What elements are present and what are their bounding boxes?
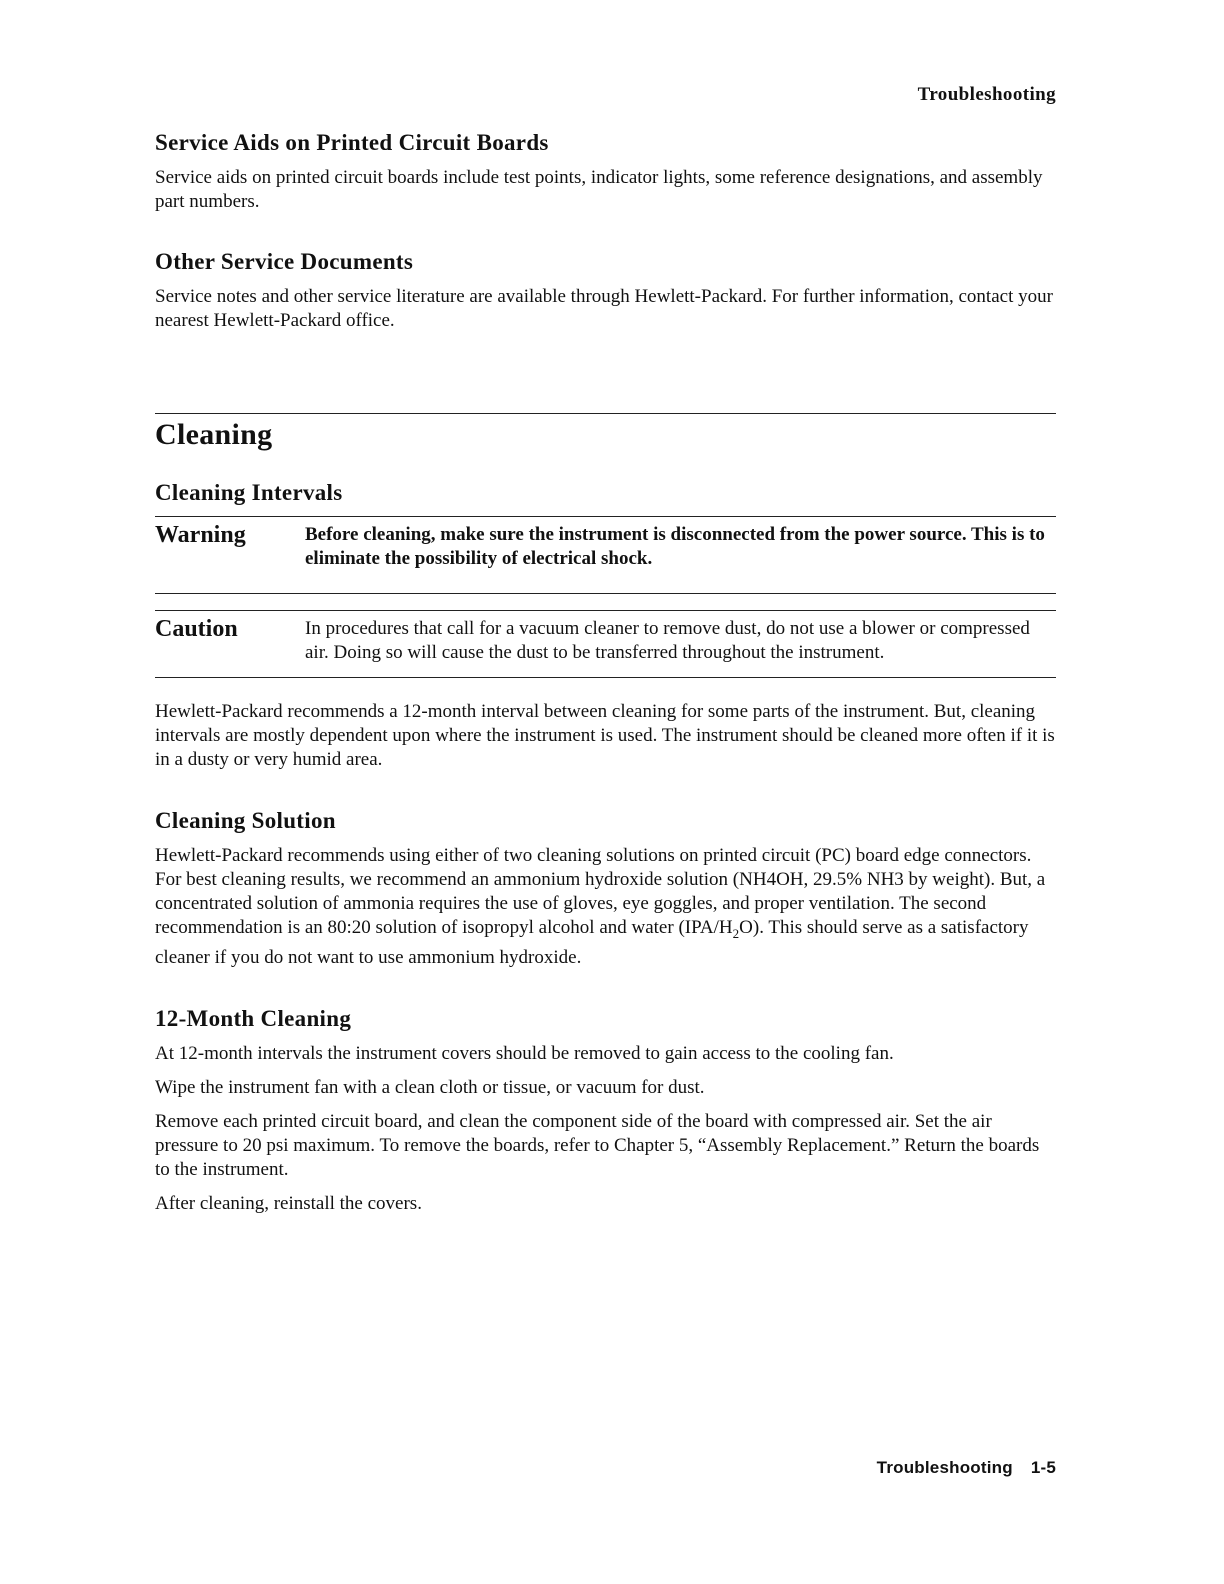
warning-notice bbox=[155, 516, 1056, 594]
page-content bbox=[155, 130, 1056, 1216]
paragraph-12-month-2: Wipe the instrument fan with a clean cloth or tissue, or vacuum for dust. bbox=[155, 1076, 705, 1098]
heading-other-service-documents: Other Service Documents bbox=[155, 249, 414, 274]
paragraph-cleaning-intervals: Hewlett-Packard recommends a 12-month interval between cleaning for some parts of the instrument. But, cleaning intervals are mostly dependent upon where the instrument is used. The instrument should be cleaned more often if it is in a dusty or very humid area. bbox=[155, 701, 1055, 770]
warning-label: Warning bbox=[155, 522, 246, 548]
heading-12-month-cleaning: 12-Month Cleaning bbox=[155, 1005, 352, 1031]
paragraph-cleaning-solution bbox=[155, 844, 1056, 970]
caution-label: Caution bbox=[155, 616, 238, 642]
subscript-two: 2 bbox=[732, 925, 740, 941]
warning-text: Before cleaning, make sure the instrument is disconnected from the power source. This is to eliminate the possibility of electrical shock. bbox=[305, 524, 1045, 569]
cleaning-solution-text-part1: Hewlett-Packard recommends using either of two cleaning solutions on printed circuit (PC) board edge connectors. For best cleaning results, we recommend an ammonium hydroxide solution (NH4OH, 29.5% NH3 by weight). But, a concentrated solution of ammonia requires the use of gloves, eye goggles, and proper ventilation. The second recommendation is an 80:20 solution of isopropyl alcohol and water (IPA/H bbox=[155, 845, 1046, 938]
heading-cleaning-intervals: Cleaning Intervals bbox=[155, 480, 343, 505]
document-page bbox=[155, 0, 1056, 1584]
paragraph-other-service-documents: Service notes and other service literature are available through Hewlett-Packard. For further information, contact your nearest Hewlett-Packard office. bbox=[155, 286, 1053, 331]
caution-text: In procedures that call for a vacuum cleaner to remove dust, do not use a blower or compressed air. Doing so will cause the dust to be transferred throughout the instrument. bbox=[305, 618, 1030, 663]
heading-cleaning-solution: Cleaning Solution bbox=[155, 808, 336, 833]
paragraph-12-month-4: After cleaning, reinstall the covers. bbox=[155, 1192, 422, 1214]
heading-cleaning: Cleaning bbox=[155, 418, 273, 451]
caution-notice bbox=[155, 610, 1056, 678]
running-head: Troubleshooting bbox=[917, 84, 1056, 105]
footer-section-name: Troubleshooting bbox=[876, 1458, 1013, 1477]
page-footer bbox=[877, 1458, 1056, 1478]
heading-service-aids: Service Aids on Printed Circuit Boards bbox=[155, 130, 549, 155]
paragraph-12-month-1: At 12-month intervals the instrument covers should be removed to gain access to the cooling fan. bbox=[155, 1042, 894, 1064]
section-rule-cleaning bbox=[155, 413, 1056, 452]
cleaning-solution-text-part2: O). This should serve as a satisfactory cleaner if you do not want to use ammonium hydroxide. bbox=[155, 917, 1029, 968]
paragraph-service-aids: Service aids on printed circuit boards include test points, indicator lights, some reference designations, and assembly part numbers. bbox=[155, 167, 1043, 212]
paragraph-12-month-3: Remove each printed circuit board, and clean the component side of the board with compressed air. Set the air pressure to 20 psi maximum. To remove the boards, refer to Chapter 5, “Assembly Replacement.” Return the boards to the instrument. bbox=[155, 1110, 1040, 1180]
page-number: 1-5 bbox=[1030, 1458, 1056, 1477]
